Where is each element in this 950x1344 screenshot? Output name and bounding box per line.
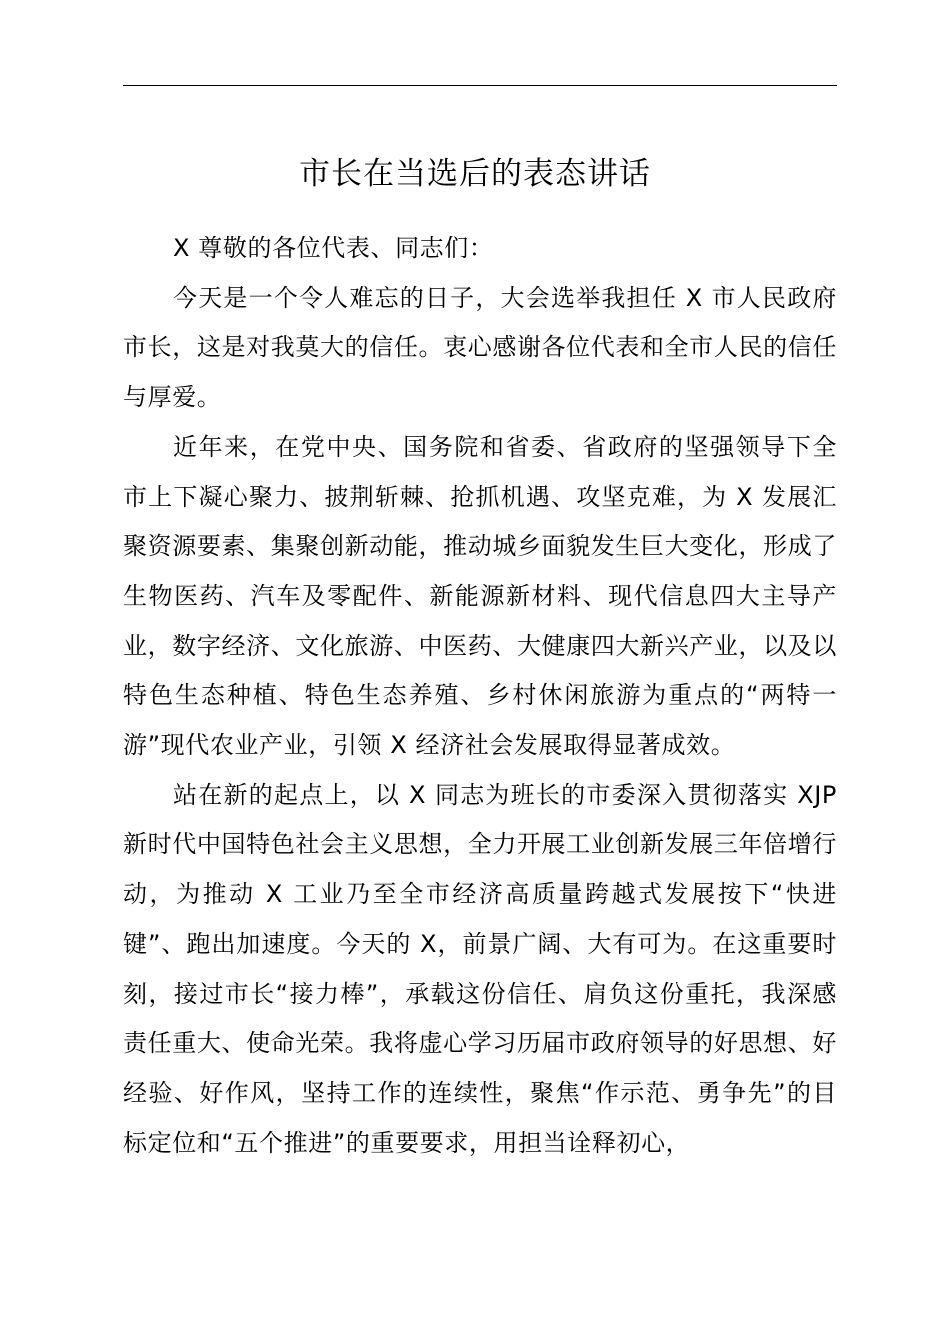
paragraph-1: 今天是一个令人难忘的日子，大会选举我担任 X 市人民政府市长，这是对我莫大的信任。衷心感谢各位代表和全市人民的信任与厚爱。	[123, 283, 837, 412]
document-title: 市长在当选后的表态讲话	[299, 156, 651, 192]
header-rule	[123, 85, 837, 86]
salutation: X 尊敬的各位代表、同志们：	[173, 234, 494, 262]
document-body	[123, 224, 837, 1168]
paragraph-2: 近年来，在党中央、国务院和省委、省政府的坚强领导下全市上下凝心聚力、披荆斩棘、抢抓机遇、攻坚克难，为 X 发展汇聚资源要素、集聚创新动能，推动城乡面貌发生巨大变化，形成了生物医药、汽车及零配件、新能源新材料、现代信息四大主导产业，数字经济、文化旅游、中医药、大健康四大新兴产业，以及以特色生态种植、特色生态养殖、乡村休闲旅游为重点的“两特一游”现代农业产业，引领 X 经济社会发展取得显著成效。	[123, 432, 837, 760]
paragraph-3: 站在新的起点上，以 X 同志为班长的市委深入贯彻落实 XJP 新时代中国特色社会主义思想，全力开展工业创新发展三年倍增行动，为推动 X 工业乃至全市经济高质量跨越式发展按下“快进键”、跑出加速度。今天的 X，前景广阔、大有可为。在这重要时刻，接过市长“接力棒”，承载这份信任、肩负这份重托，我深感责任重大、使命光荣。我将虚心学习历届市政府领导的好思想、好经验、好作风，坚持工作的连续性，聚焦“作示范、勇争先”的目标定位和“五个推进”的重要要求，用担当诠释初心，	[123, 780, 837, 1157]
